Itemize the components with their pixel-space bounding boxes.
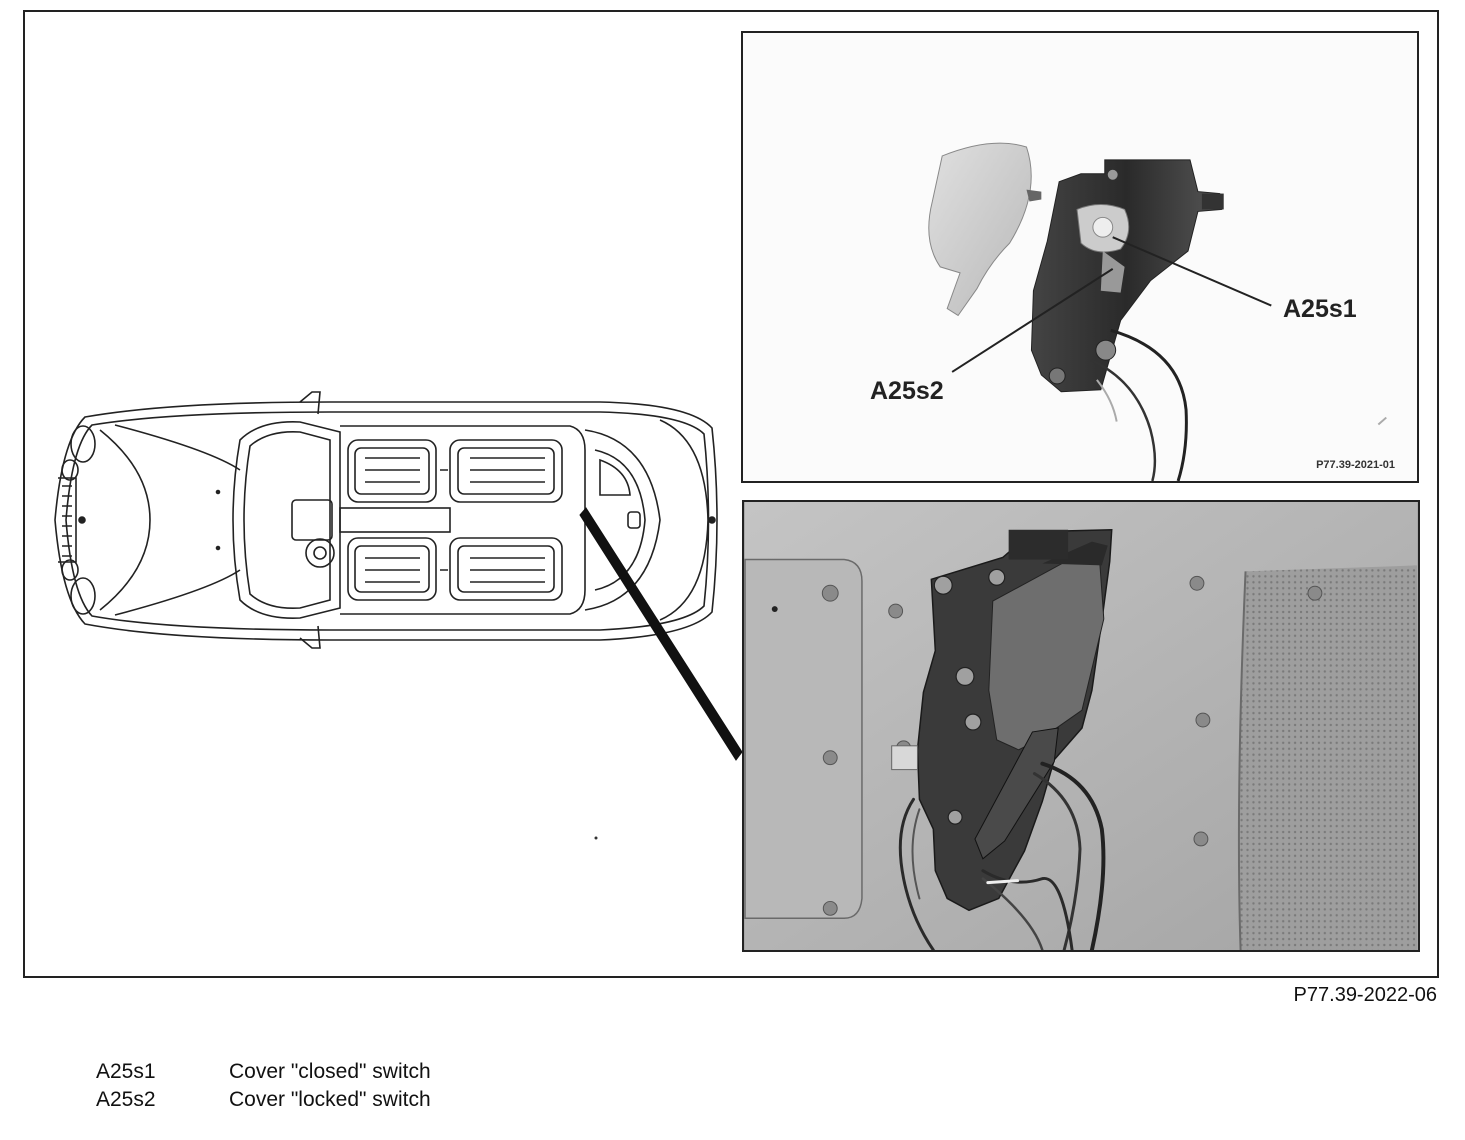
legend-code: A25s2 [96,1088,156,1111]
legend-description: Cover "locked" switch [229,1088,431,1111]
legend-code: A25s1 [96,1060,156,1083]
legend-description: Cover "closed" switch [229,1060,431,1083]
legend [96,1058,431,1114]
installed-switch-photo [742,500,1420,952]
callout-a25s1: A25s1 [1283,295,1357,323]
photo-reference-code: P77.39-2021-01 [1316,459,1395,471]
installed-switch-illustration [744,502,1418,950]
legend-row [96,1058,431,1086]
callout-a25s2: A25s2 [870,377,944,405]
switch-component-photo [741,31,1419,483]
figure-reference-code: P77.39-2022-06 [1293,984,1437,1006]
switch-component-illustration [743,33,1417,481]
legend-row [96,1086,431,1114]
